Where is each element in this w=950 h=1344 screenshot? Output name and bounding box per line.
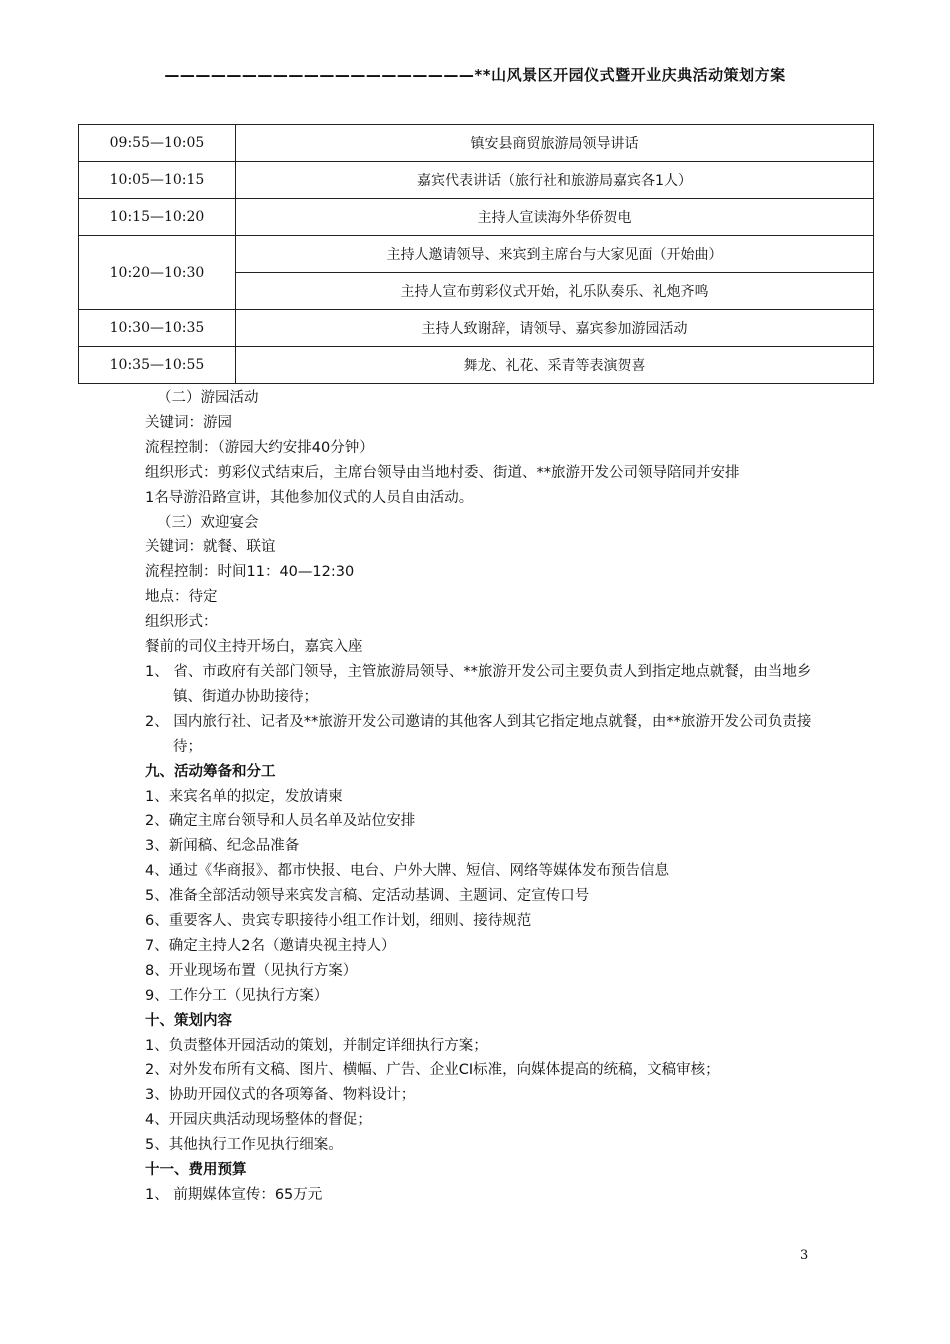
table-row: [79, 347, 874, 384]
paragraph-line: 流程控制：（游园大约安排40分钟）: [145, 439, 374, 456]
event-cell: 主持人宣布剪彩仪式开始，礼乐队奏乐、礼炮齐鸣: [236, 273, 874, 310]
table-row: [79, 199, 874, 236]
time-cell: 10:30—10:35: [79, 310, 236, 347]
paragraph-line: 地点：待定: [145, 589, 218, 606]
paragraph-line: 1名导游沿路宣讲，其他参加仪式的人员自由活动。: [145, 489, 474, 506]
list-item: 1、 前期媒体宣传：65万元: [145, 1187, 323, 1203]
schedule-table: [78, 124, 874, 384]
paragraph-line: 组织形式：: [145, 614, 218, 631]
list-item: 2、对外发布所有文稿、图片、横幅、广告、企业CI标准，向媒体提高的统稿，文稿审核；: [145, 1062, 720, 1079]
event-cell: 主持人邀请领导、来宾到主席台与大家见面（开始曲）: [236, 236, 874, 273]
list-item: 2、确定主席台领导和人员名单及站位安排: [145, 813, 416, 830]
page-header: ————————————————————**山风景区开园仪式暨开业庆典活动策划方案: [164, 66, 786, 84]
paragraph-line: 组织形式：剪彩仪式结束后，主席台领导由当地村委、街道、**旅游开发公司领导陪同并安排: [145, 464, 740, 481]
list-item: 1、负责整体开园活动的策划，并制定详细执行方案；: [145, 1037, 488, 1054]
list-item: 7、确定主持人2名（邀请央视主持人）: [145, 937, 396, 954]
list-item: 4、通过《华商报》、都市快报、电台、户外大牌、短信、网络等媒体发布预告信息: [145, 863, 669, 880]
subsection-heading: （二）游园活动: [157, 390, 259, 406]
event-cell: 镇安县商贸旅游局领导讲话: [236, 125, 874, 162]
list-item: 8、开业现场布置（见执行方案）: [145, 962, 358, 979]
document-body: [145, 386, 835, 1208]
list-item: 2、 国内旅行社、记者及**旅游开发公司邀请的其他客人到其它指定地点就餐，由**旅游开发公司负责接待；: [145, 713, 812, 755]
list-item: 1、 省、市政府有关部门领导，主管旅游局领导、**旅游开发公司主要负责人到指定地点就餐，由当地乡镇、街道办协助接待；: [145, 663, 812, 705]
table-row: [79, 236, 874, 273]
table-row: [79, 125, 874, 162]
list-item: 4、开园庆典活动现场整体的督促；: [145, 1112, 372, 1129]
section-heading: 九、活动筹备和分工: [145, 763, 276, 780]
time-cell: 10:05—10:15: [79, 162, 236, 199]
table-row: [79, 162, 874, 199]
subsection-heading: （三）欢迎宴会: [157, 514, 259, 531]
section-heading: 十一、费用预算: [145, 1162, 247, 1179]
paragraph-line: 关键词：游园: [145, 414, 232, 431]
section-heading: 十、策划内容: [145, 1012, 232, 1029]
time-cell: 10:35—10:55: [79, 347, 236, 384]
event-cell: 舞龙、礼花、采青等表演贺喜: [236, 347, 874, 384]
list-item: 3、新闻稿、纪念品准备: [145, 838, 300, 855]
event-cell: 嘉宾代表讲话（旅行社和旅游局嘉宾各1人）: [236, 162, 874, 199]
table-row: [79, 310, 874, 347]
event-cell: 主持人宣读海外华侨贺电: [236, 199, 874, 236]
paragraph-line: 流程控制：时间11：40—12:30: [145, 564, 355, 581]
list-item: 5、准备全部活动领导来宾发言稿、定活动基调、主题词、定宣传口号: [145, 888, 590, 905]
paragraph-line: 餐前的司仪主持开场白，嘉宾入座: [145, 639, 363, 656]
list-item: 6、重要客人、贵宾专职接待小组工作计划，细则、接待规范: [145, 913, 532, 930]
time-cell: 10:15—10:20: [79, 199, 236, 236]
list-item: 3、协助开园仪式的各项筹备、物料设计；: [145, 1087, 416, 1104]
list-item: 1、来宾名单的拟定，发放请柬: [145, 788, 343, 805]
list-item: 5、其他执行工作见执行细案。: [145, 1137, 343, 1154]
event-cell: 主持人致谢辞，请领导、嘉宾参加游园活动: [236, 310, 874, 347]
time-cell: 09:55—10:05: [79, 125, 236, 162]
list-item: 9、工作分工（见执行方案）: [145, 987, 329, 1004]
page-number: 3: [800, 1248, 809, 1263]
time-cell: 10:20—10:30: [79, 236, 236, 310]
paragraph-line: 关键词：就餐、联谊: [145, 539, 276, 556]
